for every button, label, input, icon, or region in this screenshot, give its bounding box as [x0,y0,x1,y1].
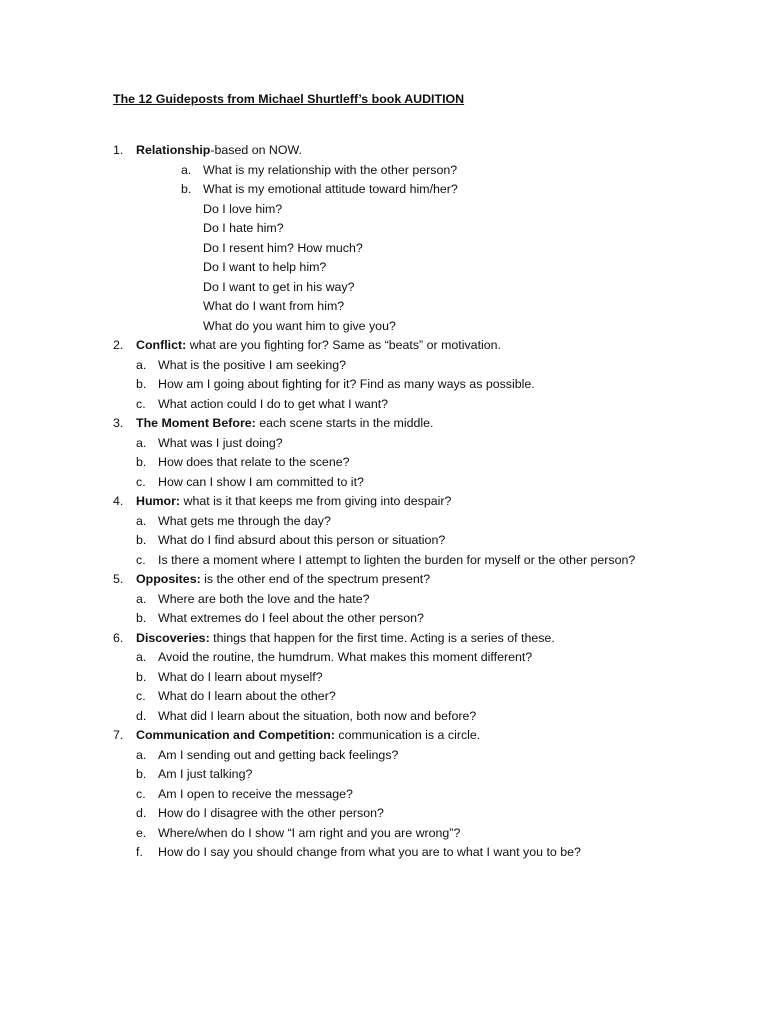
item-term: Humor: [136,494,181,508]
sub-item [0,707,768,727]
sub-item [0,687,768,707]
sub-item-marker: b. [136,611,147,625]
sub-item-text: What is my relationship with the other person? [203,162,458,177]
sub-item [0,375,768,395]
sub-item [0,356,768,376]
sub-item [0,843,768,863]
sub-item [0,648,768,668]
sub-item [0,434,768,454]
item-text: things that happen for the first time. Acting is a series of these. [209,630,555,645]
sub-item [0,512,768,532]
sub-item-marker: e. [136,825,147,840]
sub-item [0,551,768,571]
question-text: Do I want to get in his way? [203,279,355,294]
list-item [0,414,768,434]
sub-item-text: What was I just doing? [158,435,283,450]
sub-item-marker: b. [136,533,147,547]
sub-item [0,804,768,824]
sub-item-text: How am I going about fighting for it? Find as many ways as possible. [158,377,535,391]
sub-item-marker: b. [136,669,147,684]
sub-item-marker: c. [136,474,146,489]
sub-item [0,609,768,629]
sub-item-marker: a. [136,591,147,606]
question-line [0,278,768,298]
sub-item-text: Am I sending out and getting back feelings? [158,747,399,762]
sub-item-text: What is my emotional attitude toward him/her? [203,182,458,196]
sub-item-text: What gets me through the day? [158,513,331,528]
sub-item-marker: c. [136,689,146,703]
question-line [0,239,768,259]
sub-item-text: What extremes do I feel about the other person? [158,611,424,625]
sub-item [0,395,768,415]
question-text: What do I want from him? [203,299,345,313]
sub-item [0,453,768,473]
sub-item [0,668,768,688]
sub-item-text: Where/when do I show “I am right and you are wrong”? [158,825,461,840]
sub-item [0,473,768,493]
question-line [0,297,768,317]
list-item [0,492,768,512]
sub-item-text: Am I open to receive the message? [158,786,353,801]
list-item [0,336,768,356]
question-line [0,219,768,239]
sub-item [0,765,768,785]
sub-item-text: What action could I do to get what I want? [158,396,389,411]
sub-item-text: How do I disagree with the other person? [158,806,384,820]
sub-item [0,161,768,181]
question-text: Do I love him? [203,201,283,216]
item-text: -based on NOW. [210,143,302,157]
sub-item-marker: d. [136,708,147,723]
sub-item-marker: a. [136,357,147,372]
question-text: Do I want to help him? [203,260,327,274]
document-title: The 12 Guideposts from Michael Shurtleff’s book AUDITION [113,92,465,106]
item-term: The Moment Before: [136,416,256,430]
list-item [0,141,768,161]
sub-item-marker: a. [136,435,147,450]
item-number: 5. [113,572,124,586]
question-text: What do you want him to give you? [203,318,396,333]
sub-item-marker: c. [136,552,146,567]
sub-item-marker: c. [136,786,146,801]
sub-item-text: Am I just talking? [158,767,253,781]
sub-item-text: How does that relate to the scene? [158,455,350,469]
sub-item-text: Is there a moment where I attempt to lighten the burden for myself or the other person? [158,552,636,567]
sub-item-marker: c. [136,396,146,411]
list-item [0,570,768,590]
item-number: 4. [113,494,124,508]
item-term: Conflict: [136,338,187,352]
item-term: Communication and Competition: [136,728,335,742]
item-number: 7. [113,728,124,742]
item-number: 6. [113,630,124,645]
sub-item [0,824,768,844]
sub-item-marker: b. [136,455,147,469]
sub-item-text: What do I learn about myself? [158,669,323,684]
question-line [0,200,768,220]
sub-item-text: Avoid the routine, the humdrum. What makes this moment different? [158,650,533,664]
sub-item-marker: f. [136,845,143,859]
question-line [0,317,768,337]
sub-item-marker: d. [136,806,147,820]
item-term: Discoveries: [136,630,210,645]
question-text: Do I resent him? How much? [203,240,363,255]
sub-item-marker: b. [181,182,192,196]
sub-item-text: What do I find absurd about this person or situation? [158,533,446,547]
sub-item-text: What is the positive I am seeking? [158,357,347,372]
item-text: is the other end of the spectrum present? [200,572,431,586]
sub-item-marker: a. [181,162,192,177]
sub-item-marker: a. [136,747,147,762]
item-text: what are you fighting for? Same as “beats” or motivation. [186,338,501,352]
question-text: Do I hate him? [203,221,284,235]
sub-item-marker: a. [136,650,147,664]
item-text: what is it that keeps me from giving into despair? [180,494,452,508]
list-item [0,726,768,746]
sub-item [0,180,768,200]
item-text: each scene starts in the middle. [255,416,434,430]
question-line [0,258,768,278]
sub-item-text: What do I learn about the other? [158,689,336,703]
sub-item-text: Where are both the love and the hate? [158,591,370,606]
item-term: Opposites: [136,572,201,586]
sub-item-marker: b. [136,767,147,781]
sub-item-marker: b. [136,377,147,391]
item-term: Relationship [136,143,211,157]
guidepost-list [0,141,768,863]
sub-item [0,531,768,551]
item-number: 3. [113,416,124,430]
sub-item [0,746,768,766]
list-item [0,629,768,649]
sub-item [0,785,768,805]
item-number: 2. [113,338,124,352]
item-text: communication is a circle. [334,728,481,742]
sub-item [0,590,768,610]
sub-item-marker: a. [136,513,147,528]
sub-item-text: How do I say you should change from what you are to what I want you to be? [158,845,581,859]
sub-item-text: How can I show I am committed to it? [158,474,364,489]
item-number: 1. [113,143,124,157]
sub-item-text: What did I learn about the situation, both now and before? [158,708,477,723]
